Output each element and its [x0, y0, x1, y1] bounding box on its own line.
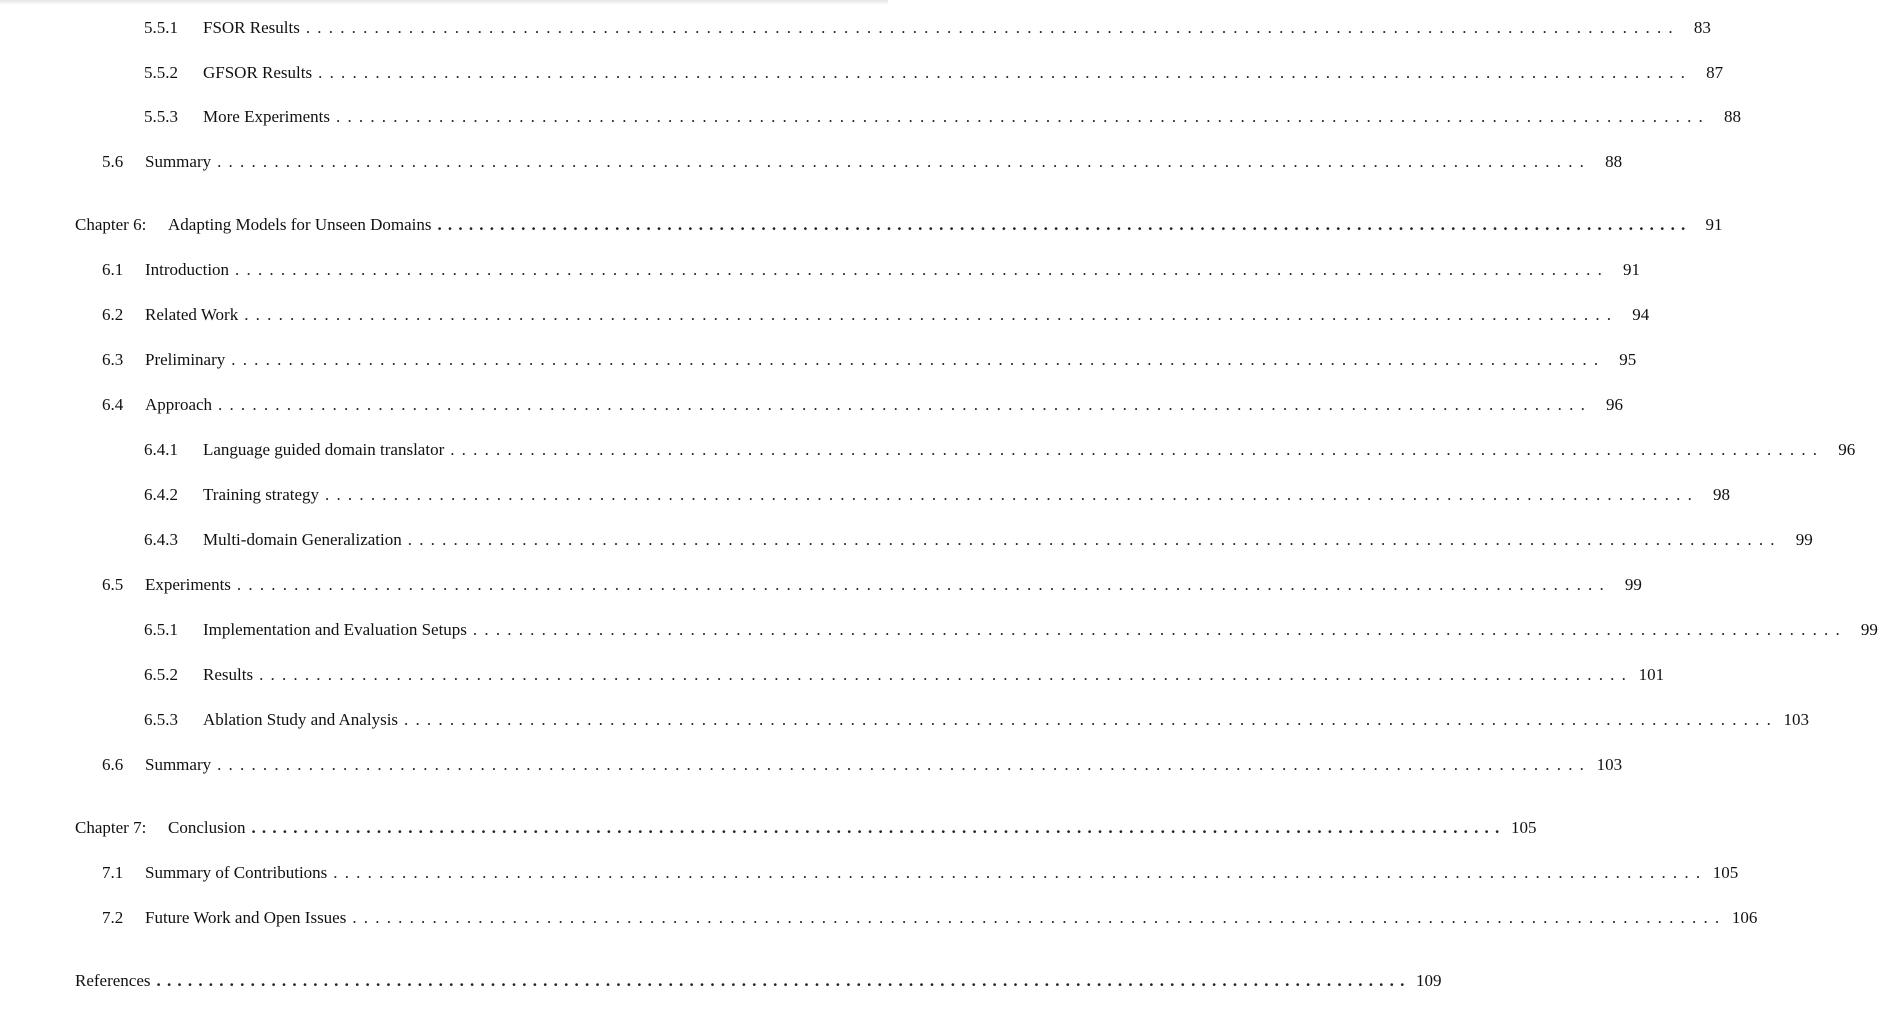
- dot-leader: ........................................................................................................................: [231, 350, 1606, 369]
- section-title: Introduction: [145, 260, 230, 279]
- section-title: Results: [203, 665, 254, 684]
- dot-leader: ........................................................................................................................: [352, 908, 1727, 927]
- section-title: FSOR Results: [203, 18, 300, 37]
- toc-entry-5-5-3[interactable]: [144, 105, 1741, 129]
- section-title: Multi-domain Generalization: [203, 530, 402, 549]
- dot-leader: ........................................................................................................................: [407, 530, 1782, 549]
- toc-entry-6-4-1[interactable]: [144, 438, 1856, 462]
- section-title: Experiments: [145, 575, 231, 594]
- section-title: Approach: [145, 395, 213, 414]
- section-number: 7.2: [102, 908, 124, 927]
- page-number: 83: [1693, 18, 1711, 37]
- dot-leader: ........................................................................................................................: [333, 863, 1708, 882]
- toc-entry-6-3[interactable]: [102, 348, 1637, 372]
- section-title: Ablation Study and Analysis: [203, 710, 399, 729]
- dot-leader: ........................................................................................................................: [305, 18, 1680, 37]
- references-title: References: [75, 971, 151, 990]
- dot-leader: ........................................................................................................................: [217, 152, 1592, 171]
- toc-entry-6-4-2[interactable]: [144, 483, 1731, 507]
- toc-entry-chapter-6[interactable]: [75, 213, 1723, 237]
- toc-entry-references[interactable]: [75, 969, 1442, 993]
- section-title: Language guided domain translator: [203, 440, 445, 459]
- dot-leader: ........................................................................................................................: [450, 440, 1825, 459]
- page-number: 103: [1783, 710, 1810, 729]
- dot-leader: ........................................................................................................................: [404, 710, 1779, 729]
- section-number: 5.5.1: [144, 18, 178, 37]
- section-number: 6.4.1: [144, 440, 178, 459]
- dot-leader: ........................................................................................................................: [259, 665, 1634, 684]
- page-number: 88: [1724, 107, 1741, 126]
- toc-entry-6-4[interactable]: [102, 393, 1624, 417]
- section-number: 6.5.2: [144, 665, 178, 684]
- section-number: 6.5.1: [144, 620, 178, 639]
- toc-entry-5-5-1[interactable]: [144, 16, 1711, 40]
- section-number: 6.4: [102, 395, 124, 414]
- dot-leader: ........................................................................................................................: [235, 260, 1610, 279]
- section-number: 6.4.3: [144, 530, 178, 549]
- section-number: 6.1: [102, 260, 124, 279]
- section-number: 5.5.3: [144, 107, 178, 126]
- section-number: 6.5.3: [144, 710, 178, 729]
- dot-leader: ........................................................................................................................: [156, 971, 1411, 990]
- section-title: Training strategy: [203, 485, 320, 504]
- dot-leader: ........................................................................................................................: [318, 63, 1693, 82]
- page-number: 99: [1795, 530, 1813, 549]
- section-title: Summary: [145, 152, 212, 171]
- toc-entry-5-6[interactable]: [102, 150, 1623, 174]
- section-title: Future Work and Open Issues: [145, 908, 347, 927]
- section-title: Preliminary: [145, 350, 226, 369]
- page-number: 91: [1705, 215, 1723, 234]
- toc-entry-6-5[interactable]: [102, 573, 1642, 597]
- dot-leader: ........................................................................................................................: [217, 755, 1592, 774]
- section-title: Summary: [145, 755, 212, 774]
- dot-leader: ........................................................................................................................: [236, 575, 1611, 594]
- chapter-number: Chapter 6:: [75, 215, 147, 234]
- page-number: 103: [1596, 755, 1623, 774]
- toc-entry-5-5-2[interactable]: [144, 61, 1724, 85]
- section-number: 6.3: [102, 350, 124, 369]
- toc-entry-6-5-1[interactable]: [144, 618, 1878, 642]
- toc-entry-chapter-7[interactable]: [75, 816, 1537, 840]
- section-title: More Experiments: [203, 107, 330, 126]
- page-number: 109: [1416, 971, 1442, 990]
- section-number: 6.6: [102, 755, 124, 774]
- chapter-title: Adapting Models for Unseen Domains: [168, 215, 432, 234]
- section-number: 6.2: [102, 305, 124, 324]
- page-number: 94: [1632, 305, 1650, 324]
- section-number: 5.5.2: [144, 63, 178, 82]
- toc-entry-6-1[interactable]: [102, 258, 1641, 282]
- section-title: GFSOR Results: [203, 63, 313, 82]
- page-number: 95: [1619, 350, 1637, 369]
- section-number: 7.1: [102, 863, 124, 882]
- chapter-title: Conclusion: [168, 818, 246, 837]
- toc-entry-6-4-3[interactable]: [144, 528, 1813, 552]
- page-number: 96: [1606, 395, 1624, 414]
- section-number: 5.6: [102, 152, 124, 171]
- toc-entry-6-6[interactable]: [102, 753, 1623, 777]
- toc-entry-6-2[interactable]: [102, 303, 1650, 327]
- page-number: 99: [1624, 575, 1642, 594]
- page-number: 99: [1860, 620, 1878, 639]
- toc-entry-7-2[interactable]: [102, 906, 1758, 930]
- section-title: Related Work: [145, 305, 239, 324]
- dot-leader: ........................................................................................................................: [251, 818, 1506, 837]
- dot-leader: ........................................................................................................................: [218, 395, 1593, 414]
- chapter-number: Chapter 7:: [75, 818, 147, 837]
- page-number: 106: [1731, 908, 1758, 927]
- dot-leader: ........................................................................................................................: [472, 620, 1847, 639]
- page-number: 101: [1638, 665, 1665, 684]
- dot-leader: ........................................................................................................................: [325, 485, 1700, 504]
- section-number: 6.5: [102, 575, 124, 594]
- page-number: 105: [1712, 863, 1739, 882]
- page-number: 96: [1838, 440, 1856, 459]
- page-number: 87: [1706, 63, 1724, 82]
- page-number: 105: [1510, 818, 1537, 837]
- section-title: Implementation and Evaluation Setups: [203, 620, 467, 639]
- section-number: 6.4.2: [144, 485, 178, 504]
- dot-leader: ........................................................................................................................: [336, 107, 1710, 126]
- page-number: 88: [1605, 152, 1623, 171]
- page-number: 98: [1713, 485, 1731, 504]
- toc-entry-7-1[interactable]: [102, 861, 1739, 885]
- toc-entry-6-5-3[interactable]: [144, 708, 1810, 732]
- toc-entry-6-5-2[interactable]: [144, 663, 1665, 687]
- dot-leader: ........................................................................................................................: [244, 305, 1619, 324]
- dot-leader: ........................................................................................................................: [437, 215, 1692, 234]
- section-title: Summary of Contributions: [145, 863, 328, 882]
- page-number: 91: [1623, 260, 1641, 279]
